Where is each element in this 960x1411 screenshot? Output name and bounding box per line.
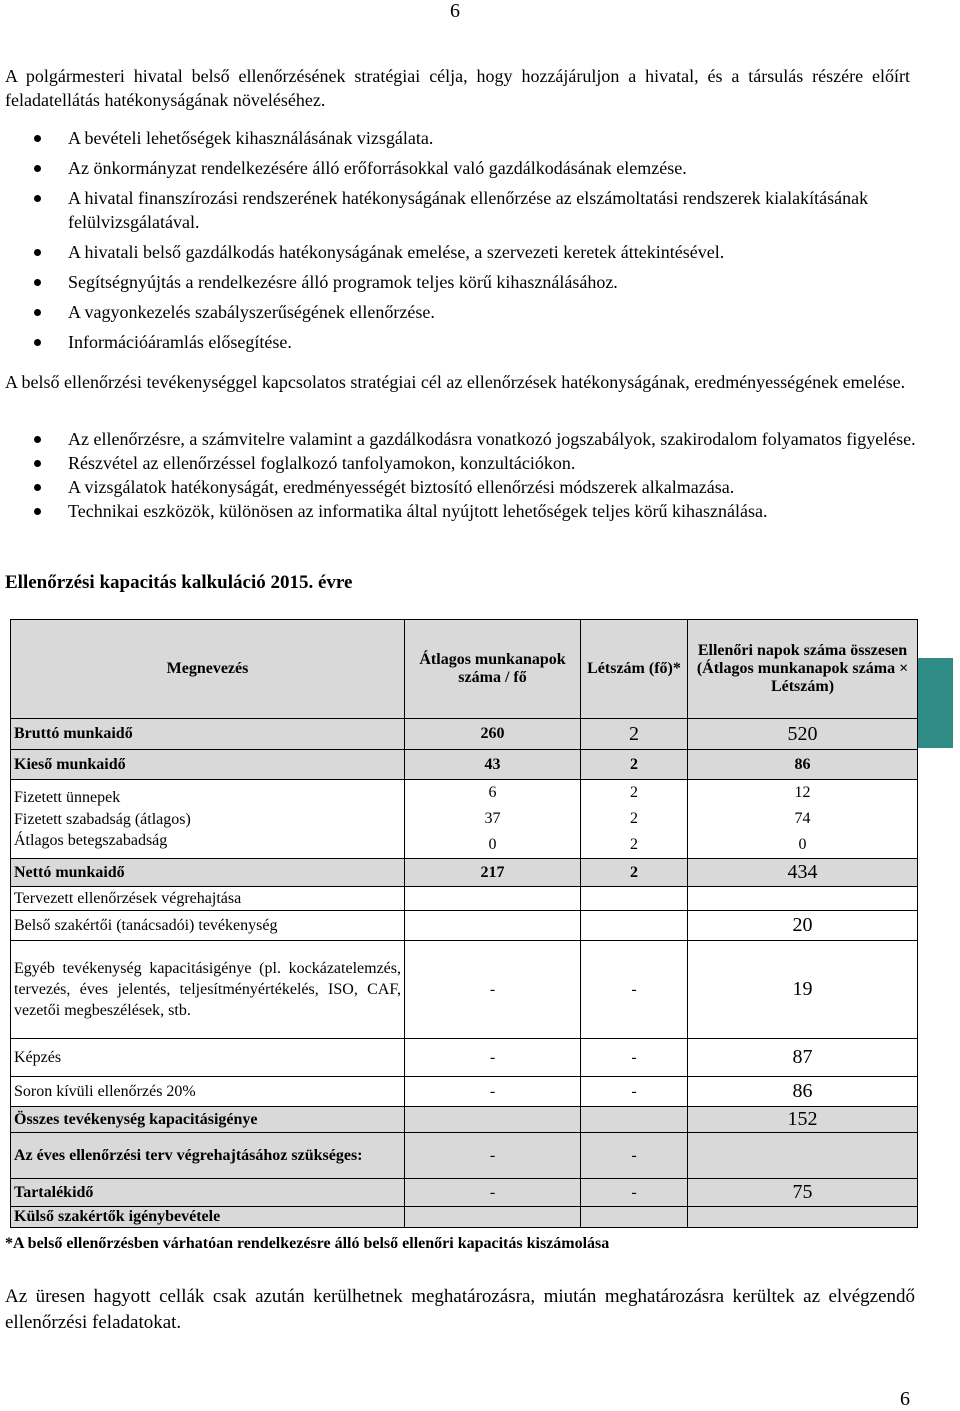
row-label: Képzés bbox=[11, 1039, 405, 1077]
list-item: A vagyonkezelés szabályszerűségének ellenőrzése. bbox=[0, 300, 920, 324]
list-item: Az ellenőrzésre, a számvitelre valamint a gazdálkodásra vonatkozó jogszabályok, szakirodalom folyamatos figyelése. bbox=[0, 427, 920, 451]
table-row bbox=[11, 1179, 918, 1207]
cell bbox=[405, 887, 581, 911]
cell: 2 bbox=[581, 750, 688, 780]
row-label: Kieső munkaidő bbox=[11, 750, 405, 780]
list-item: A hivatali belső gazdálkodás hatékonyságának emelése, a szervezeti keretek áttekintésével. bbox=[0, 240, 920, 264]
table-row bbox=[11, 750, 918, 780]
cell bbox=[688, 887, 918, 911]
table-row bbox=[11, 719, 918, 750]
cell: - bbox=[405, 1179, 581, 1207]
list-item: Részvétel az ellenőrzéssel foglalkozó tanfolyamokon, konzultációkon. bbox=[0, 451, 920, 475]
header-cell: Létszám (fő)* bbox=[581, 620, 688, 719]
row-label: Egyéb tevékenység kapacitásigénye (pl. kockázatelemzés, tervezés, éves jelentés, teljesítményértékelés, ISO, CAF, vezetői megbeszélések, stb. bbox=[11, 941, 405, 1039]
table-row bbox=[11, 859, 918, 887]
cell: 2 bbox=[581, 859, 688, 887]
table-row bbox=[11, 1207, 918, 1228]
cell: 520 bbox=[688, 719, 918, 750]
cell bbox=[581, 1207, 688, 1228]
header-cell: Átlagos munkanapok száma / fő bbox=[405, 620, 581, 719]
cell: - bbox=[405, 1133, 581, 1179]
cell bbox=[405, 780, 581, 859]
cell: 86 bbox=[688, 1077, 918, 1107]
sub-value: 6 bbox=[488, 784, 497, 801]
page-number-top: 6 bbox=[450, 0, 460, 22]
table-row bbox=[11, 1133, 918, 1179]
sub-value: 0 bbox=[798, 836, 807, 853]
strategic-goals-list bbox=[0, 126, 920, 360]
row-label: Tervezett ellenőrzések végrehajtása bbox=[11, 887, 405, 911]
audit-goal-paragraph: A belső ellenőrzési tevékenységgel kapcsolatos stratégiai cél az ellenőrzések hatékonyságának, eredményességének emelése. bbox=[5, 372, 906, 392]
sub-value: 2 bbox=[630, 836, 638, 853]
cell: - bbox=[581, 1179, 688, 1207]
list-item: A hivatal finanszírozási rendszerének hatékonyságának ellenőrzése az elszámoltatási rendszerek kialakításának felülvizsgálatával. bbox=[0, 186, 920, 234]
cell: 20 bbox=[688, 911, 918, 941]
table-row bbox=[11, 941, 918, 1039]
cell: 217 bbox=[405, 859, 581, 887]
cell bbox=[688, 780, 918, 859]
list-item: A bevételi lehetőségek kihasználásának vizsgálata. bbox=[0, 126, 920, 150]
audit-goals-list bbox=[0, 427, 920, 523]
cell bbox=[581, 887, 688, 911]
sub-value: 74 bbox=[794, 810, 811, 827]
header-cell: Ellenőri napok száma összesen (Átlagos munkanapok száma × Létszám) bbox=[688, 620, 918, 719]
cell: - bbox=[405, 1039, 581, 1077]
cell: 434 bbox=[688, 859, 918, 887]
sub-value: 0 bbox=[488, 836, 497, 853]
sub-label: Fizetett ünnepek bbox=[14, 789, 121, 806]
cell: - bbox=[581, 1077, 688, 1107]
list-item: Segítségnyújtás a rendelkezésre álló programok teljes körű kihasználásához. bbox=[0, 270, 920, 294]
table-row bbox=[11, 1107, 918, 1133]
capacity-table bbox=[10, 619, 918, 1228]
sub-value: 37 bbox=[484, 810, 501, 827]
table-row bbox=[11, 1039, 918, 1077]
cell: 87 bbox=[688, 1039, 918, 1077]
closing-paragraph: Az üresen hagyott cellák csak azután kerülhetnek meghatározásra, miután meghatározásra kerültek az elvégzendő ellenőrzési feladatokat. bbox=[5, 1286, 915, 1333]
row-label: Belső szakértői (tanácsadói) tevékenység bbox=[11, 911, 405, 941]
cell: - bbox=[405, 1077, 581, 1107]
sub-value: 2 bbox=[630, 810, 638, 827]
row-label: Külső szakértők igénybevétele bbox=[11, 1207, 405, 1228]
list-item: Az önkormányzat rendelkezésére álló erőforrásokkal való gazdálkodásának elemzése. bbox=[0, 156, 920, 180]
cell bbox=[688, 1133, 918, 1179]
cell bbox=[581, 911, 688, 941]
cell: 19 bbox=[688, 941, 918, 1039]
header-cell: Megnevezés bbox=[11, 620, 405, 719]
cell bbox=[405, 1207, 581, 1228]
table-title: Ellenőrzési kapacitás kalkuláció 2015. évre bbox=[5, 572, 353, 593]
sub-value: 2 bbox=[630, 784, 638, 801]
list-item: Technikai eszközök, különösen az informatika által nyújtott lehetőségek teljes körű kihasználása. bbox=[0, 499, 920, 523]
cell: 152 bbox=[688, 1107, 918, 1133]
row-label: Összes tevékenység kapacitásigénye bbox=[11, 1107, 405, 1133]
cell bbox=[581, 780, 688, 859]
intro-paragraph: A polgármesteri hivatal belső ellenőrzésének stratégiai célja, hogy hozzájáruljon a hivatal, és a társulás részére előírt feladatellátás hatékonyságának növeléséhez. bbox=[5, 66, 910, 110]
row-label: Soron kívüli ellenőrzés 20% bbox=[11, 1077, 405, 1107]
sub-value: 12 bbox=[794, 784, 811, 801]
row-label bbox=[11, 780, 405, 859]
list-item: Információáramlás elősegítése. bbox=[0, 330, 920, 354]
cell: 75 bbox=[688, 1179, 918, 1207]
cell: 43 bbox=[405, 750, 581, 780]
cell: 86 bbox=[688, 750, 918, 780]
cell bbox=[405, 911, 581, 941]
cell: - bbox=[405, 941, 581, 1039]
page-number-bottom: 6 bbox=[900, 1388, 910, 1410]
table-row bbox=[11, 1077, 918, 1107]
cell: - bbox=[581, 1133, 688, 1179]
list-item: A vizsgálatok hatékonyságát, eredményességét biztosító ellenőrzési módszerek alkalmazása. bbox=[0, 475, 920, 499]
table-row bbox=[11, 911, 918, 941]
cell: - bbox=[581, 1039, 688, 1077]
sub-label: Átlagos betegszabadság bbox=[14, 832, 168, 849]
table-row bbox=[11, 887, 918, 911]
cell: - bbox=[581, 941, 688, 1039]
row-label: Bruttó munkaidő bbox=[11, 719, 405, 750]
row-label: Nettó munkaidő bbox=[11, 859, 405, 887]
table-header-row bbox=[11, 620, 918, 719]
cell: 260 bbox=[405, 719, 581, 750]
sub-label: Fizetett szabadság (átlagos) bbox=[14, 811, 191, 828]
cell: 2 bbox=[581, 719, 688, 750]
side-tab-decoration bbox=[918, 658, 953, 748]
cell bbox=[688, 1207, 918, 1228]
table-row bbox=[11, 780, 918, 859]
row-label: Az éves ellenőrzési terv végrehajtásához szükséges: bbox=[11, 1133, 405, 1179]
table-footnote: *A belső ellenőrzésben várhatóan rendelkezésre álló belső ellenőri kapacitás kiszámolása bbox=[5, 1235, 610, 1252]
cell bbox=[581, 1107, 688, 1133]
cell bbox=[405, 1107, 581, 1133]
row-label: Tartalékidő bbox=[11, 1179, 405, 1207]
